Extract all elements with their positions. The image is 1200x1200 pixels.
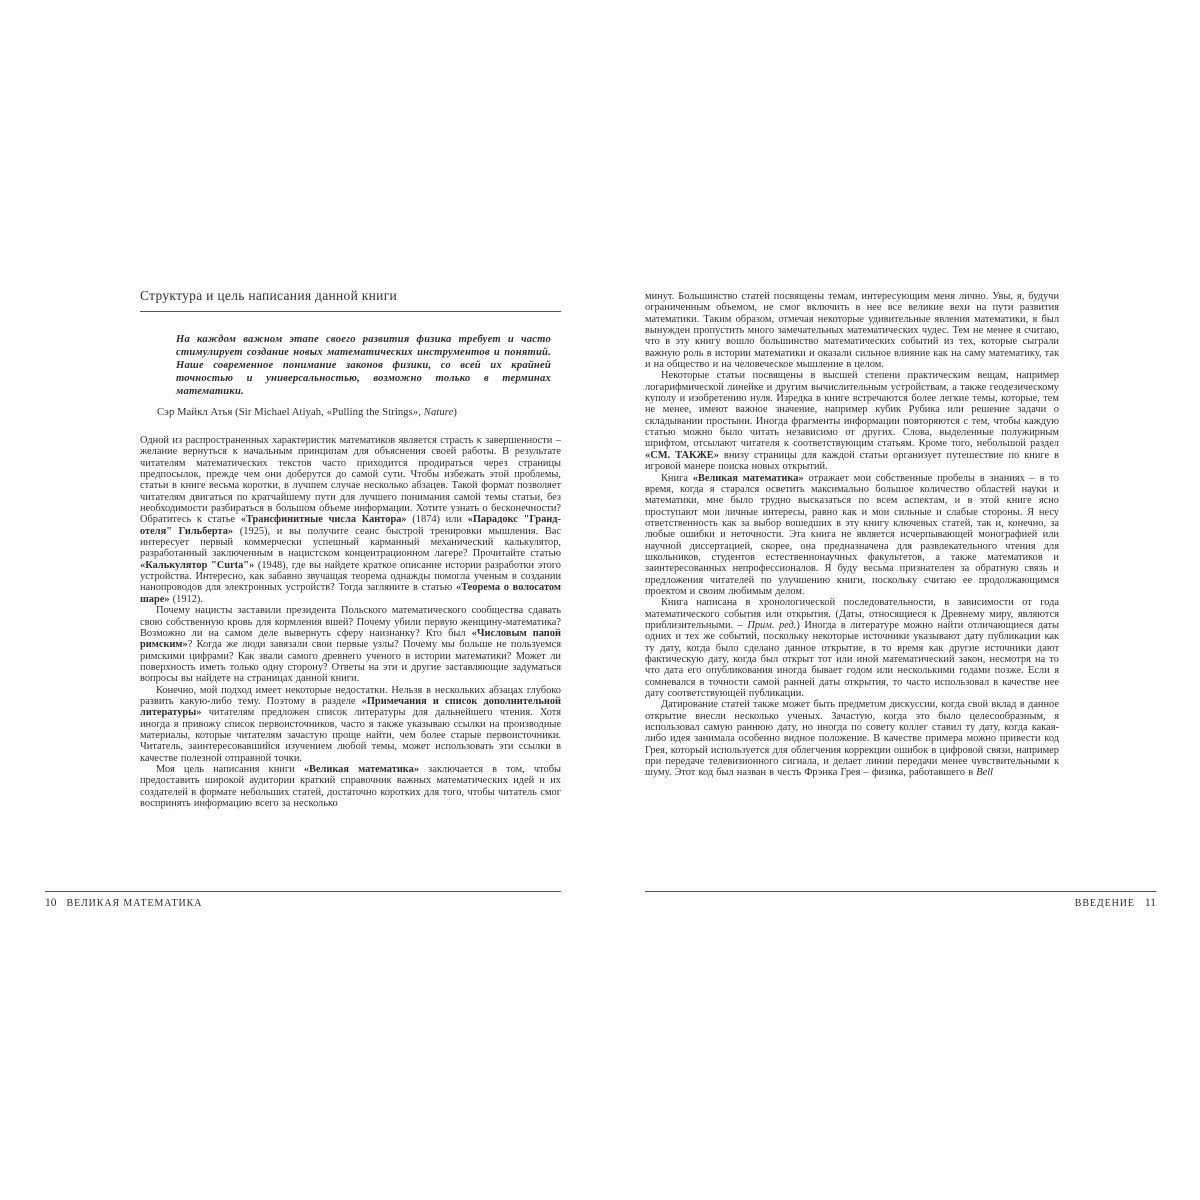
bold-term: «СМ. ТАКЖЕ» [645,449,719,461]
text-run: (1925), и вы получите сеанс быстрой тренировки мышления. Вас интересует первый коммерчески успешный карманный механический калькулятор, разработанный заключенным в нацистском концентрационном лагере? Прочитайте статью [140,525,561,560]
text-run: Датирование статей также может быть предметом дискуссии, когда свой вклад в данное открытие внесли несколько ученых. Зачастую, когда это было целесообразным, я использовал самую раннюю дату, но иногда по совету коллег ставил ту дату, когда какая-либо идея занимала особенно видное положение. В качестве примера можно привести код Грея, который используется для облегчения коррекции ошибок в цифровой связи, например при передаче телевизионного сигнала, и делает линии передачи менее чувствительными к шуму. Этот код был назван в честь Фрэнка Грея – физика, работавшего в [645,699,1059,779]
text-run: Моя цель написания книги [156,763,304,775]
running-title-left: ВЕЛИКАЯ МАТЕМАТИКА [66,898,203,909]
bold-term: «Теорема о волосатом шаре» [140,582,561,605]
page-number-right: 11 [1144,897,1156,909]
text-run: ? Когда же люди завязали свои первые узлы? Почему мы больше не пользуемся римскими цифрами? Как звали самого древнего ученого в истории математики? Может ли поверхность иметь только одну сторону? Ответы на эти и другие заставляющие задуматься вопросы вы найдете на страницах данной книги. [140,639,561,685]
page-number-left: 10 [45,897,57,909]
section-heading: Структура и цель написания данной книги [140,288,561,312]
text-run: ) [453,407,458,418]
epigraph-attribution [157,407,561,418]
page-right-body [645,291,1059,779]
italic-term: Прим. ред. [747,619,797,631]
text-run: (1874) или [406,514,468,526]
bold-term: «Калькулятор "Curta"» [140,559,255,571]
text-run: Почему нацисты заставили президента Польского математического сообщества сдавать свою собственную кровь для кормления вшей? Почему убили первую женщину-математика? Возможно ли на самом деле вывернуть сферу наизнанку? Кто был [140,605,561,639]
text-run: Книга [661,472,693,484]
page-left-body [140,435,561,809]
bold-term: «Примечания и список дополнительной литературы» [140,695,561,719]
text-run: Некоторые статьи посвящены в высшей степени практическим вещам, например логарифмической линейке и другим вычислительным устройствам, а также геодезическому куполу и изобретению нуля. Изредка в книге встречаются более легкие темы, которые, тем не менее, имеют важное значение, например кубик Рубика или решение задачи о складывании простыни. Иногда фрагменты информации повторяются с тем, чтобы каждую статью можно было читать независимо от других. Слова, выделенные полужирным шрифтом, отсылают читателя к соответствующим статьям. Кроме того, небольшой раздел [645,370,1059,450]
italic-term: Bell [976,767,993,779]
page-right [645,288,1059,779]
bold-term: «Великая математика» [692,472,804,484]
footer-right [645,891,1156,909]
text-run: (1948), где вы найдете краткое описание истории разработки этого устройства. Интересно, как забавно звучащая теорема однажды помогла ученым в создании нанопроводов для электронных устройств? Тогда загляните в статью [140,559,561,594]
text-run: отражает мои собственные пробелы в знаниях – в то время, когда я старался осветить максимально большое количество областей науки и математики, мне было трудно высказаться по всем аспектам, и в этой книге ясно проступают мои личные интересы, равно как и мои сильные и слабые стороны. Я несу ответственность как за выбор вошедших в эту книгу ключевых статей, так и, конечно, за любые ошибки и неточности. Эта книга не является исчерпывающей монографией или научной диссертацией, скорее, она предназначена для развлекательного чтения для школьников, студентов естественнонаучных факультетов, а также математиков и заинтересованных непрофессионалов. Я буду весьма признателен за обратную связь и предложения читателей по улучшению книги, поскольку считаю ее продолжающимся проектом и своим любимым делом. [645,472,1059,597]
paragraph [645,370,1059,472]
text-run: (1912). [169,593,203,605]
paragraph [645,597,1059,699]
bold-term: «Великая математика» [303,763,420,775]
text-run: Конечно, мой подход имеет некоторые недостатки. Нельзя в нескольких абзацах глубоко развить какую-либо тему. Поэтому в разделе [140,684,561,707]
paragraph [140,605,561,684]
text-run: заключается в том, чтобы предоставить широкой аудитории краткий справочник важных математических идей и их создателей в формате небольших статей, достаточно коротких для того, чтобы читатель смог воспринять информацию всего за несколько [140,763,561,809]
running-title-right: ВВЕДЕНИЕ [1074,898,1135,909]
paragraph [140,764,561,809]
paragraph [645,473,1059,598]
italic-term: Nature [423,407,454,418]
bold-term: «Парадокс "Гранд-отеля" Гильберта» [140,514,561,537]
page-left [140,288,561,809]
bold-term: «Трансфинитные числа Кантора» [240,514,407,526]
bold-term: «Числовым папой римским» [140,627,561,651]
paragraph [140,435,561,605]
paragraph [140,685,561,764]
text-run: минут. Большинство статей посвящены темам, интересующим меня лично. Увы, я, будучи ограниченным объемом, не смог включить в нее все великие вехи на пути развития математики. Таким образом, отмечая некоторые удивительные явления математики, я был вынужден пропустить много замечательных математических чудес. Тем не менее я считаю, что в эту книгу вошло большинство математических событий из тех, которые сыграли важную роль в истории математики и оказали сильное влияние как на саму математику, так и на общество и на человеческое мышление в целом. [645,291,1059,371]
text-run: Сэр Майкл Атья (Sir Michael Atiyah, «Pulling the Strings», [157,407,424,418]
text-run: Одной из распространенных характеристик математиков является страсть к завершенности – желание вернуться к начальным принципам для объяснения своей работы. В результате читателям математических текстов часто приходится продираться через страницы предпосылок, прежде чем они доберутся до самой сути. Чтобы избежать этой проблемы, статьи в книге весьма коротки, в лучшем случае несколько абзацев. Такой формат позволяет читателям двигаться по кратчайшему пути для лучшего понимания самой темы статьи, без необходимости разбираться в большом объеме информации. Хотите узнать о бесконечности? Обратитесь к статье [140,435,561,526]
footer-left [45,891,561,909]
paragraph [645,291,1059,370]
text-run: внизу страницы для каждой статьи организует путешествие по книге в игровой манере поиска новых открытий. [645,449,1059,473]
text-run: Книга написана в хронологической последовательности, в зависимости от года математического события или открытия. (Даты, относящиеся к Древнему миру, являются приблизительными. – [645,597,1059,631]
paragraph [645,699,1059,778]
text-run: ) Иногда в литературе можно найти отличающиеся даты одних и тех же событий, поскольку некоторые источники указывают дату публикации как ту дату, когда было сделано данное открытие, в то время как другие источники дают фактическую дату, когда был открыт тот или иной математический закон, несмотря на то что дата его опубликования иногда бывает годом или несколькими годами позже. Если я сомневался в точности самой ранней даты открытия, то часто использовал в качестве нее дату соответствующей публикации. [645,619,1059,700]
text-run: читателям предложен список литературы для дальнейшего чтения. Хотя иногда я привожу список первоисточников, часто я также указываю ссылки на производные материалы, которые читателям зачастую проще найти, чем более старые первоисточники. Читатель, заинтересовавшийся изучением любой темы, может использовать эти ссылки в качестве полезной отправной точки. [140,707,561,764]
epigraph: На каждом важном этапе своего развития физика требует и часто стимулирует создание новых математических инструментов и понятий. Наше современное понимание законов физики, со всей их крайней точностью и универсальностью, возможно только в терминах математики. [176,334,551,397]
